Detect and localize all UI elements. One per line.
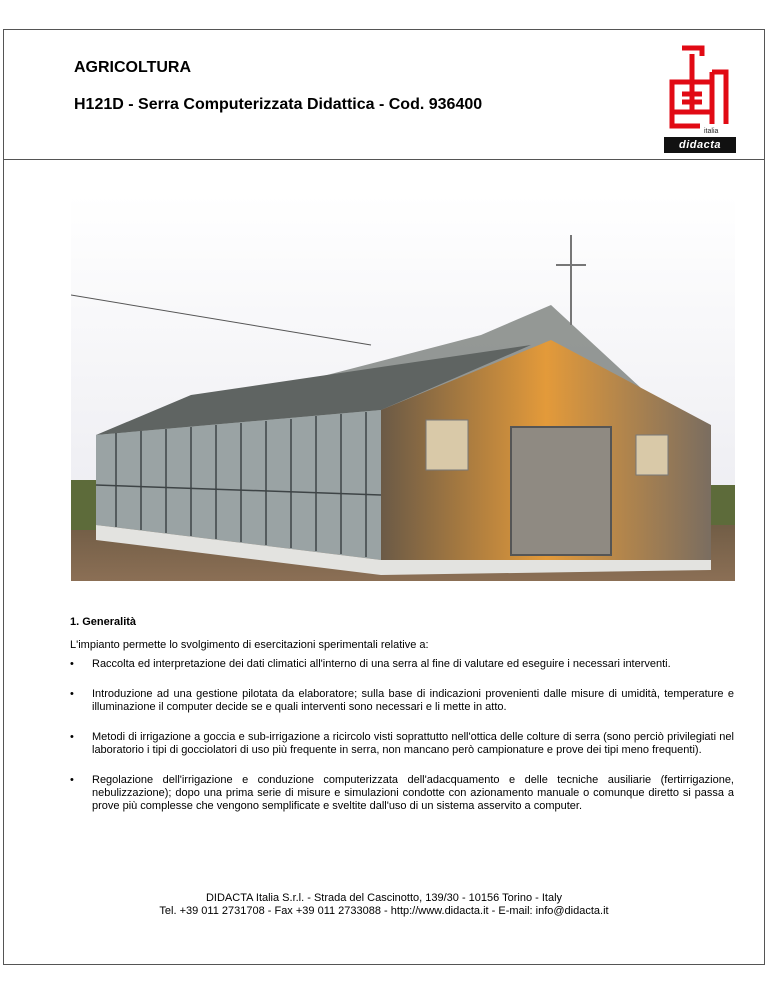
footer-address: DIDACTA Italia S.r.l. - Strada del Cascinotto, 139/30 - 10156 Torino - Italy (205, 892, 563, 904)
header (4, 30, 764, 160)
section-heading: 1. Generalità (70, 616, 137, 628)
footer-contacts: Tel. +39 011 2731708 - Fax +39 011 2733088 - http://www.didacta.it - E-mail: info@didacta.it (159, 905, 609, 917)
logo-subtext: italia (704, 128, 719, 135)
list-item: • Metodi di irrigazione a goccia e sub-irrigazione a ricircolo visti soprattutto nell'ottica delle colture di serra (sono perciò privilegiati nel laboratorio i tipi di gocciolatori di uso più frequente in serra, non mancano però campionature e prove dei tipi meno frequenti). (70, 731, 734, 757)
footer (0, 892, 768, 918)
list-item: • Raccolta ed interpretazione dei dati climatici all'interno di una serra al fine di valutare ed eseguire i necessari interventi. (70, 658, 734, 671)
list-item: • Regolazione dell'irrigazione e conduzione computerizzata dell'adacquamento e delle tecniche ausiliarie (fertirrigazione, nebulizzazione); dopo una prima serie di misure e simulazioni condotte con azionamento manuale o comunque diretto si passa a prove più complesse che vengono semplificate e sveltite dall'uso di un sistema asservito a computer. (70, 774, 734, 813)
logo-wordmark: didacta (664, 137, 736, 153)
list-item: • Introduzione ad una gestione pilotata da elaboratore; sulla base di indicazioni provenienti dalle misure di umidità, temperature e illuminazione il computer decide se e quali interventi sono necessari e li mette in atto. (70, 688, 734, 714)
greenhouse-photo (71, 195, 735, 581)
intro-text: L'impianto permette lo svolgimento di esercitazioni sperimentali relative a: (70, 639, 429, 651)
bullet-list (70, 658, 734, 830)
product-title: H121D - Serra Computerizzata Didattica - Cod. 936400 (74, 96, 483, 113)
section-title: AGRICOLTURA (74, 59, 192, 76)
